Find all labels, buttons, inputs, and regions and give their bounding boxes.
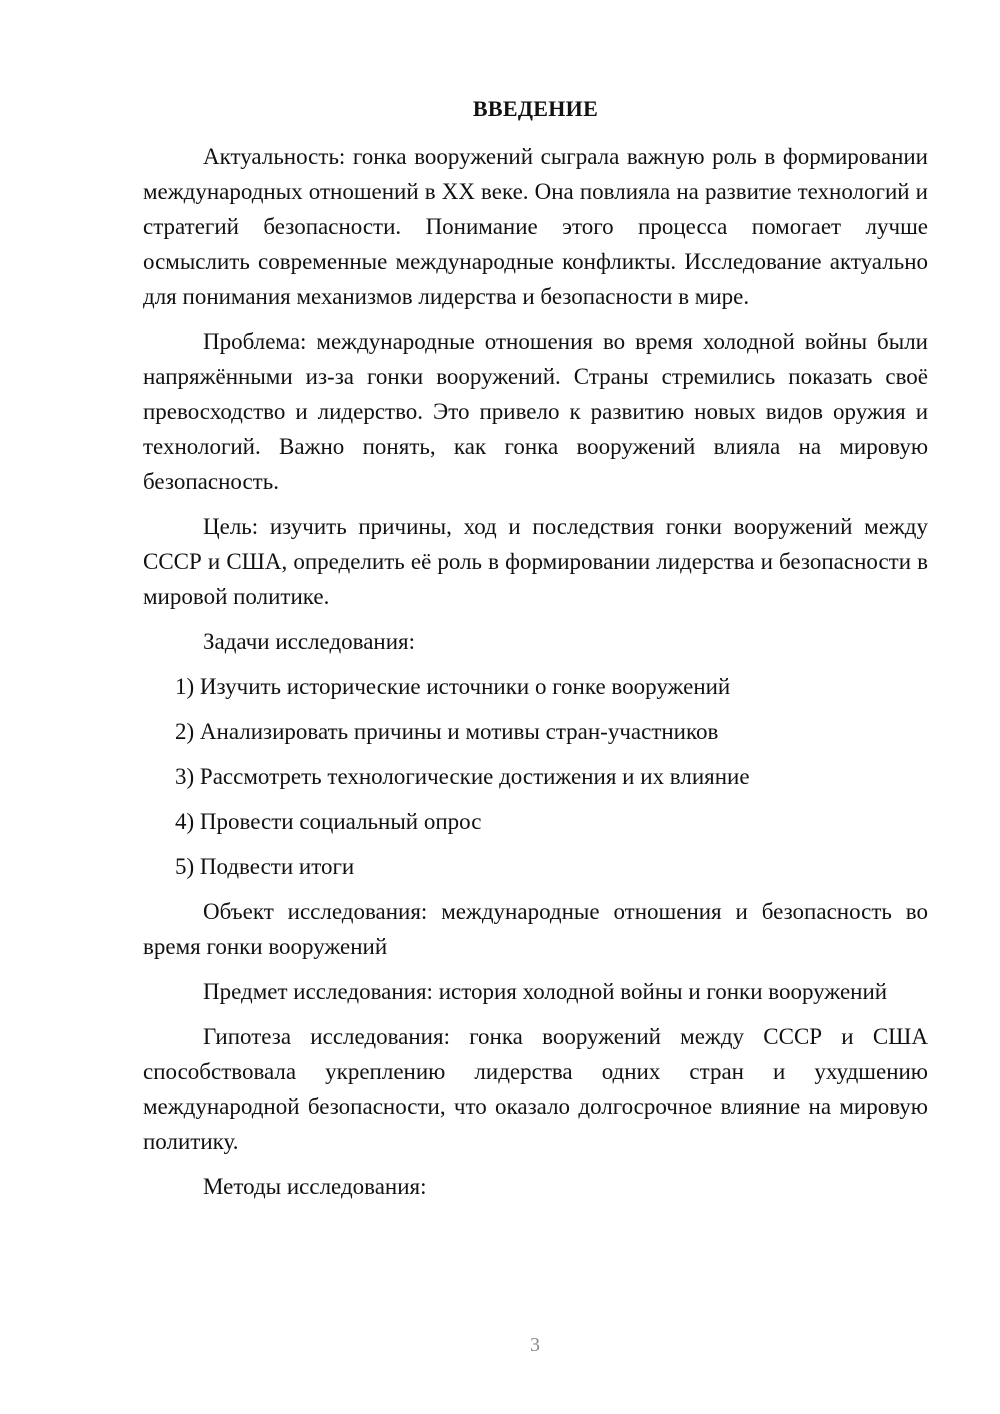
hypothesis-paragraph: Гипотеза исследования: гонка вооружений между СССР и США способствовала укреплению лидерства одних стран и ухудшению международной безопасности, что оказало долгосрочное влияние на мировую политику. (143, 1024, 928, 1154)
page-number: 3 (530, 1334, 540, 1356)
tasks-list (143, 669, 928, 884)
subject-paragraph: Предмет исследования: история холодной войны и гонки вооружений (203, 979, 888, 1004)
object-paragraph: Объект исследования: международные отношения и безопасность во время гонки вооружений (143, 899, 928, 959)
goal-paragraph: Цель: изучить причины, ход и последствия гонки вооружений между СССР и США, определить её роль в формировании лидерства и безопасности в мировой политике. (143, 514, 928, 609)
task-item: 3) Рассмотреть технологические достижения и их влияние (175, 764, 750, 789)
task-item: 5) Подвести итоги (175, 854, 355, 879)
document-body (143, 94, 928, 1214)
task-item: 2) Анализировать причины и мотивы стран-участников (175, 719, 719, 744)
tasks-heading: Задачи исследования: (203, 629, 416, 654)
section-title: ВВЕДЕНИЕ (472, 96, 599, 121)
task-item: 4) Провести социальный опрос (175, 809, 482, 834)
relevance-paragraph: Актуальность: гонка вооружений сыграла важную роль в формировании международных отношений в XX веке. Она повлияла на развитие технологий и стратегий безопасности. Понимание этого процесса помогает лучше осмыслить современные международные конфликты. Исследование актуально для понимания механизмов лидерства и безопасности в мире. (143, 144, 928, 309)
problem-paragraph: Проблема: международные отношения во время холодной войны были напряжёнными из-за гонки вооружений. Страны стремились показать своё превосходство и лидерство. Это привело к развитию новых видов оружия и технологий. Важно понять, как гонка вооружений влияла на мировую безопасность. (143, 329, 928, 494)
methods-heading: Методы исследования: (203, 1174, 427, 1199)
task-item: 1) Изучить исторические источники о гонке вооружений (175, 674, 731, 699)
